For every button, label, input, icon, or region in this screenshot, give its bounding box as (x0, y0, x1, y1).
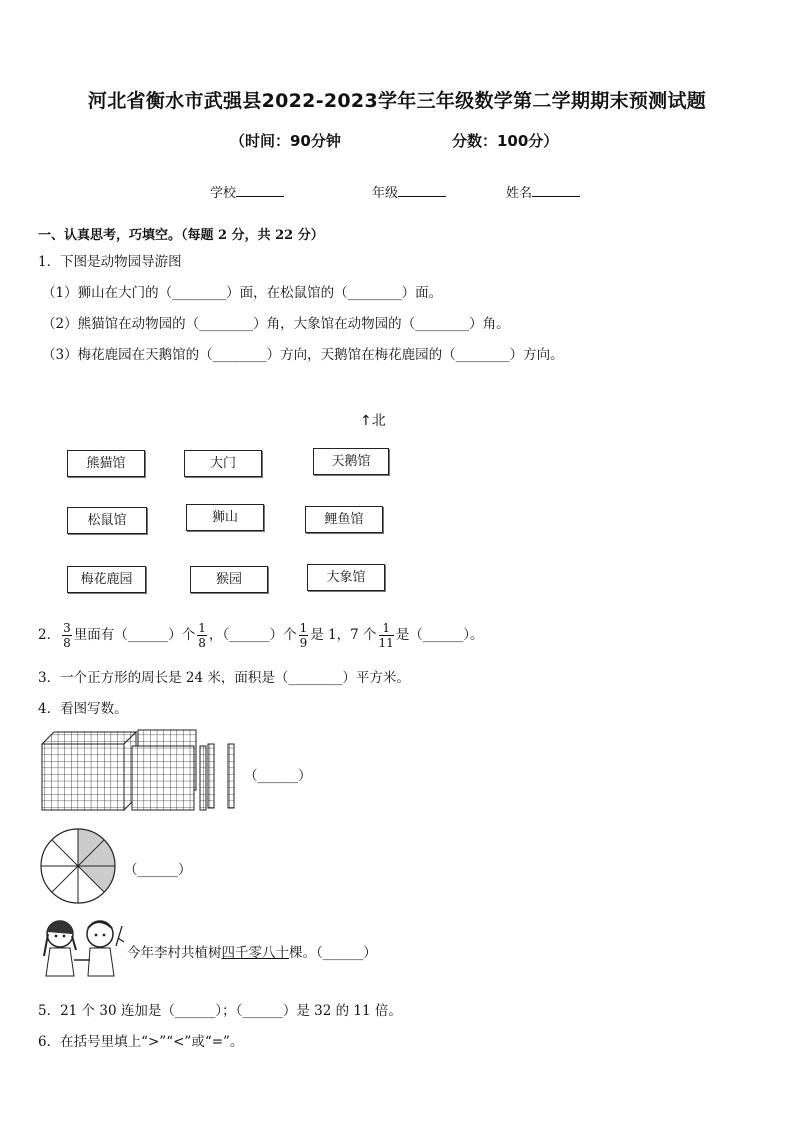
q3: 3．一个正方形的周长是 24 米，面积是（________）平方米。 (38, 670, 410, 686)
map-box-elephant: 大象馆 (307, 564, 385, 591)
q4-blank1: （______） (244, 768, 312, 784)
q4-title: 4．看图写数。 (38, 701, 128, 717)
map-box-lion-hill: 狮山 (186, 504, 264, 531)
q2-text3: 是 1，7 个 (310, 627, 377, 643)
q1-part3: （3）梅花鹿园在天鹅馆的（________）方向，天鹅馆在梅花鹿园的（________）方向。 (42, 347, 564, 363)
section-heading: 一、认真思考，巧填空。（每题 2 分，共 22 分） (38, 228, 324, 243)
name-field (506, 182, 580, 201)
q2-text2: ，（______）个 (208, 627, 297, 643)
q4-text3-suffix: 棵。（______） (289, 945, 377, 961)
q1-part2: （2）熊猫馆在动物园的（________）角，大象馆在动物园的（________）角。 (42, 316, 510, 332)
fraction-denominator: 11 (378, 636, 394, 650)
fraction-numerator: 1 (299, 621, 308, 635)
grade-label: 年级 (372, 186, 399, 201)
map-box-gate: 大门 (184, 450, 262, 477)
map-box-squirrel: 松鼠馆 (67, 507, 147, 534)
map-box-monkey: 猴园 (190, 566, 268, 593)
school-field (210, 182, 284, 201)
q4-blank2: （______） (124, 862, 192, 878)
map-box-deer: 梅花鹿园 (67, 566, 146, 593)
q4-text3-underlined: 四千零八十 (221, 945, 289, 961)
q1-part1: （1）狮山在大门的（________）面，在松鼠馆的（________）面。 (42, 285, 443, 301)
q1-title: 1．下图是动物园导游图 (38, 254, 182, 270)
fraction-denominator: 9 (299, 636, 308, 650)
school-label: 学校 (210, 186, 237, 201)
q2 (38, 622, 484, 649)
map-box-swan: 天鹅馆 (313, 448, 389, 475)
time-label: （时间：90分钟 (230, 132, 341, 150)
fraction-denominator: 8 (198, 636, 206, 650)
fraction-1-8 (197, 622, 207, 649)
name-label: 姓名 (506, 186, 533, 201)
fraction-numerator: 1 (379, 622, 394, 636)
page-title: 河北省衡水市武强县2022-2023学年三年级数学第二学期期末预测试题 (87, 90, 707, 112)
q4-item3 (127, 941, 377, 961)
north-arrow: ↑北 (360, 413, 386, 429)
q2-number: 2． (38, 627, 61, 643)
fraction-numerator: 3 (63, 621, 71, 635)
q4-text3-prefix: 今年李村共植树 (127, 945, 222, 961)
fraction-3-8 (62, 622, 72, 649)
grade-field (372, 182, 446, 201)
score-label: 分数：100分） (452, 132, 559, 150)
fraction-numerator: 1 (198, 621, 206, 635)
fraction-1-11 (379, 622, 394, 649)
q5: 5．21 个 30 连加是（______）；（______）是 32 的 11 倍。 (38, 1003, 402, 1019)
map-box-carp: 鲤鱼馆 (305, 506, 383, 533)
q6: 6．在括号里填上“>”“<”或“=”。 (38, 1034, 244, 1050)
children-planting-image (38, 916, 124, 980)
q2-text1: 里面有（______）个 (73, 627, 196, 643)
fraction-1-9 (299, 622, 309, 649)
circle-eighths-image (38, 826, 118, 906)
fraction-denominator: 8 (63, 636, 71, 650)
map-box-panda: 熊猫馆 (67, 450, 145, 477)
base-ten-blocks-image (38, 728, 243, 814)
q2-text4: 是（______）。 (395, 627, 484, 643)
